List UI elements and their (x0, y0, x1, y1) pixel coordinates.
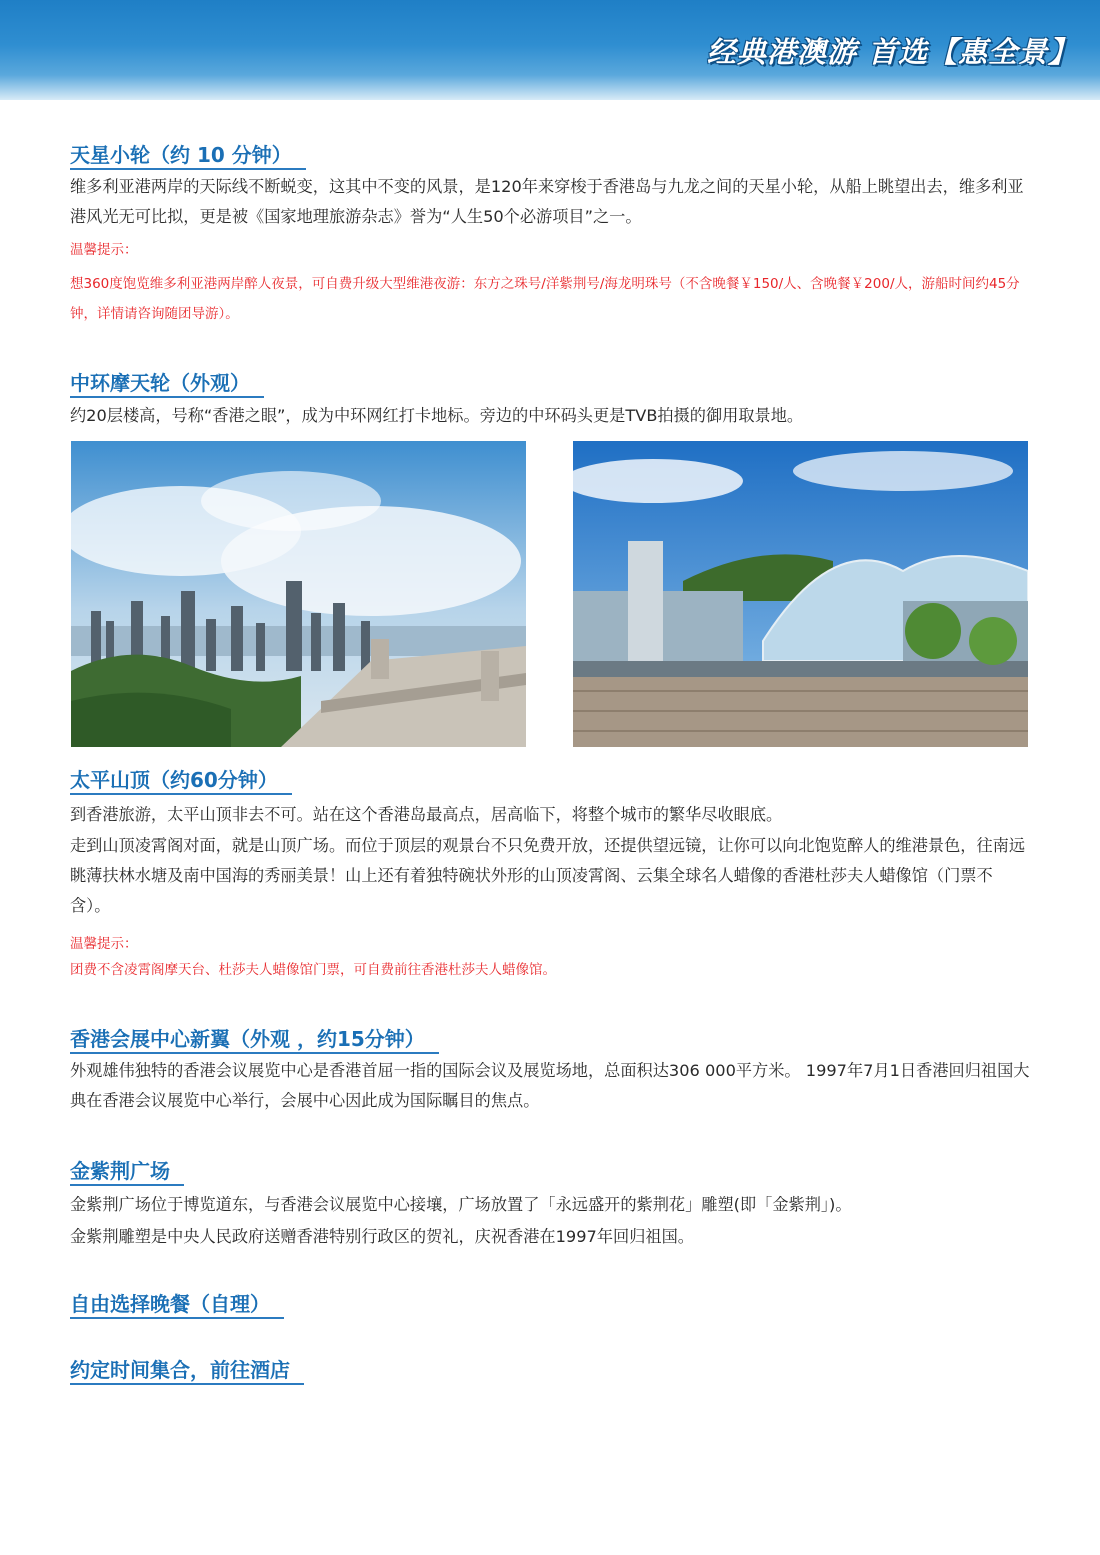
section-body-convention-centre: 外观雄伟独特的香港会议展览中心是香港首屈一指的国际会议及展览场地，总面积达306 000平方米。 1997年7月1日香港回归祖国大典在香港会议展览中心举行，会展中心因此成为国际瞩目的焦点。 (70, 1061, 1030, 1110)
section-heading-dinner: 自由选择晚餐（自理） (70, 1291, 284, 1319)
header-banner (0, 0, 1100, 100)
tip-text-victoria-peak: 团费不含凌霄阁摩天台、杜莎夫人蜡像馆门票，可自费前往香港杜莎夫人蜡像馆。 (70, 962, 556, 978)
section-heading-convention-centre: 香港会展中心新翼（外观 ，约15分钟） (70, 1026, 439, 1054)
section-heading-victoria-peak: 太平山顶（约60分钟） (70, 767, 292, 795)
banner-title: 经典港澳游 首选【惠全景】 (706, 35, 1078, 69)
section-body-victoria-peak-1: 到香港旅游，太平山顶非去不可。站在这个香港岛最高点，居高临下，将整个城市的繁华尽收眼底。 (70, 805, 783, 824)
tip-label-victoria-peak: 温馨提示： (70, 936, 138, 952)
section-heading-hotel: 约定时间集合，前往酒店 (70, 1357, 304, 1385)
section-body-golden-bauhinia-2: 金紫荆雕塑是中央人民政府送赠香港特别行政区的贺礼，庆祝香港在1997年回归祖国。 (70, 1227, 694, 1246)
tip-text-star-ferry: 想360度饱览维多利亚港两岸醉人夜景，可自费升级大型维港夜游：东方之珠号/洋紫荆号/海龙明珠号（不含晚餐￥150/人、含晚餐￥200/人，游船时间约45分钟，详情请咨询随团导游）。 (70, 276, 1020, 322)
section-body-golden-bauhinia-1: 金紫荆广场位于博览道东，与香港会议展览中心接壤，广场放置了「永远盛开的紫荆花」雕塑(即「金紫荆」)。 (70, 1195, 852, 1214)
section-heading-observation-wheel: 中环摩天轮（外观） (70, 370, 264, 398)
section-heading-golden-bauhinia: 金紫荆广场 (70, 1158, 184, 1186)
section-heading-star-ferry: 天星小轮（约 10 分钟） (70, 142, 306, 170)
section-body-victoria-peak-2: 走到山顶凌霄阁对面，就是山顶广场。而位于顶层的观景台不只免费开放，还提供望远镜，让你可以向北饱览醉人的维港景色，往南远眺薄扶林水塘及南中国海的秀丽美景！山上还有着独特碗状外形的山顶凌霄阁、云集全球名人蜡像的香港杜莎夫人蜡像馆（门票不含）。 (70, 836, 1026, 915)
section-body-observation-wheel: 约20层楼高，号称“香港之眼”，成为中环网红打卡地标。旁边的中环码头更是TVB拍摄的御用取景地。 (70, 406, 804, 425)
section-body-star-ferry: 维多利亚港两岸的天际线不断蜕变，这其中不变的风景，是120年来穿梭于香港岛与九龙之间的天星小轮，从船上眺望出去，维多利亚港风光无可比拟，更是被《国家地理旅游杂志》誉为“人生50个必游项目”之一。 (70, 177, 1024, 226)
victoria-peak-skyline-photo (71, 441, 526, 747)
tip-label-star-ferry: 温馨提示： (70, 242, 138, 258)
peak-tower-galleria-photo (573, 441, 1028, 747)
